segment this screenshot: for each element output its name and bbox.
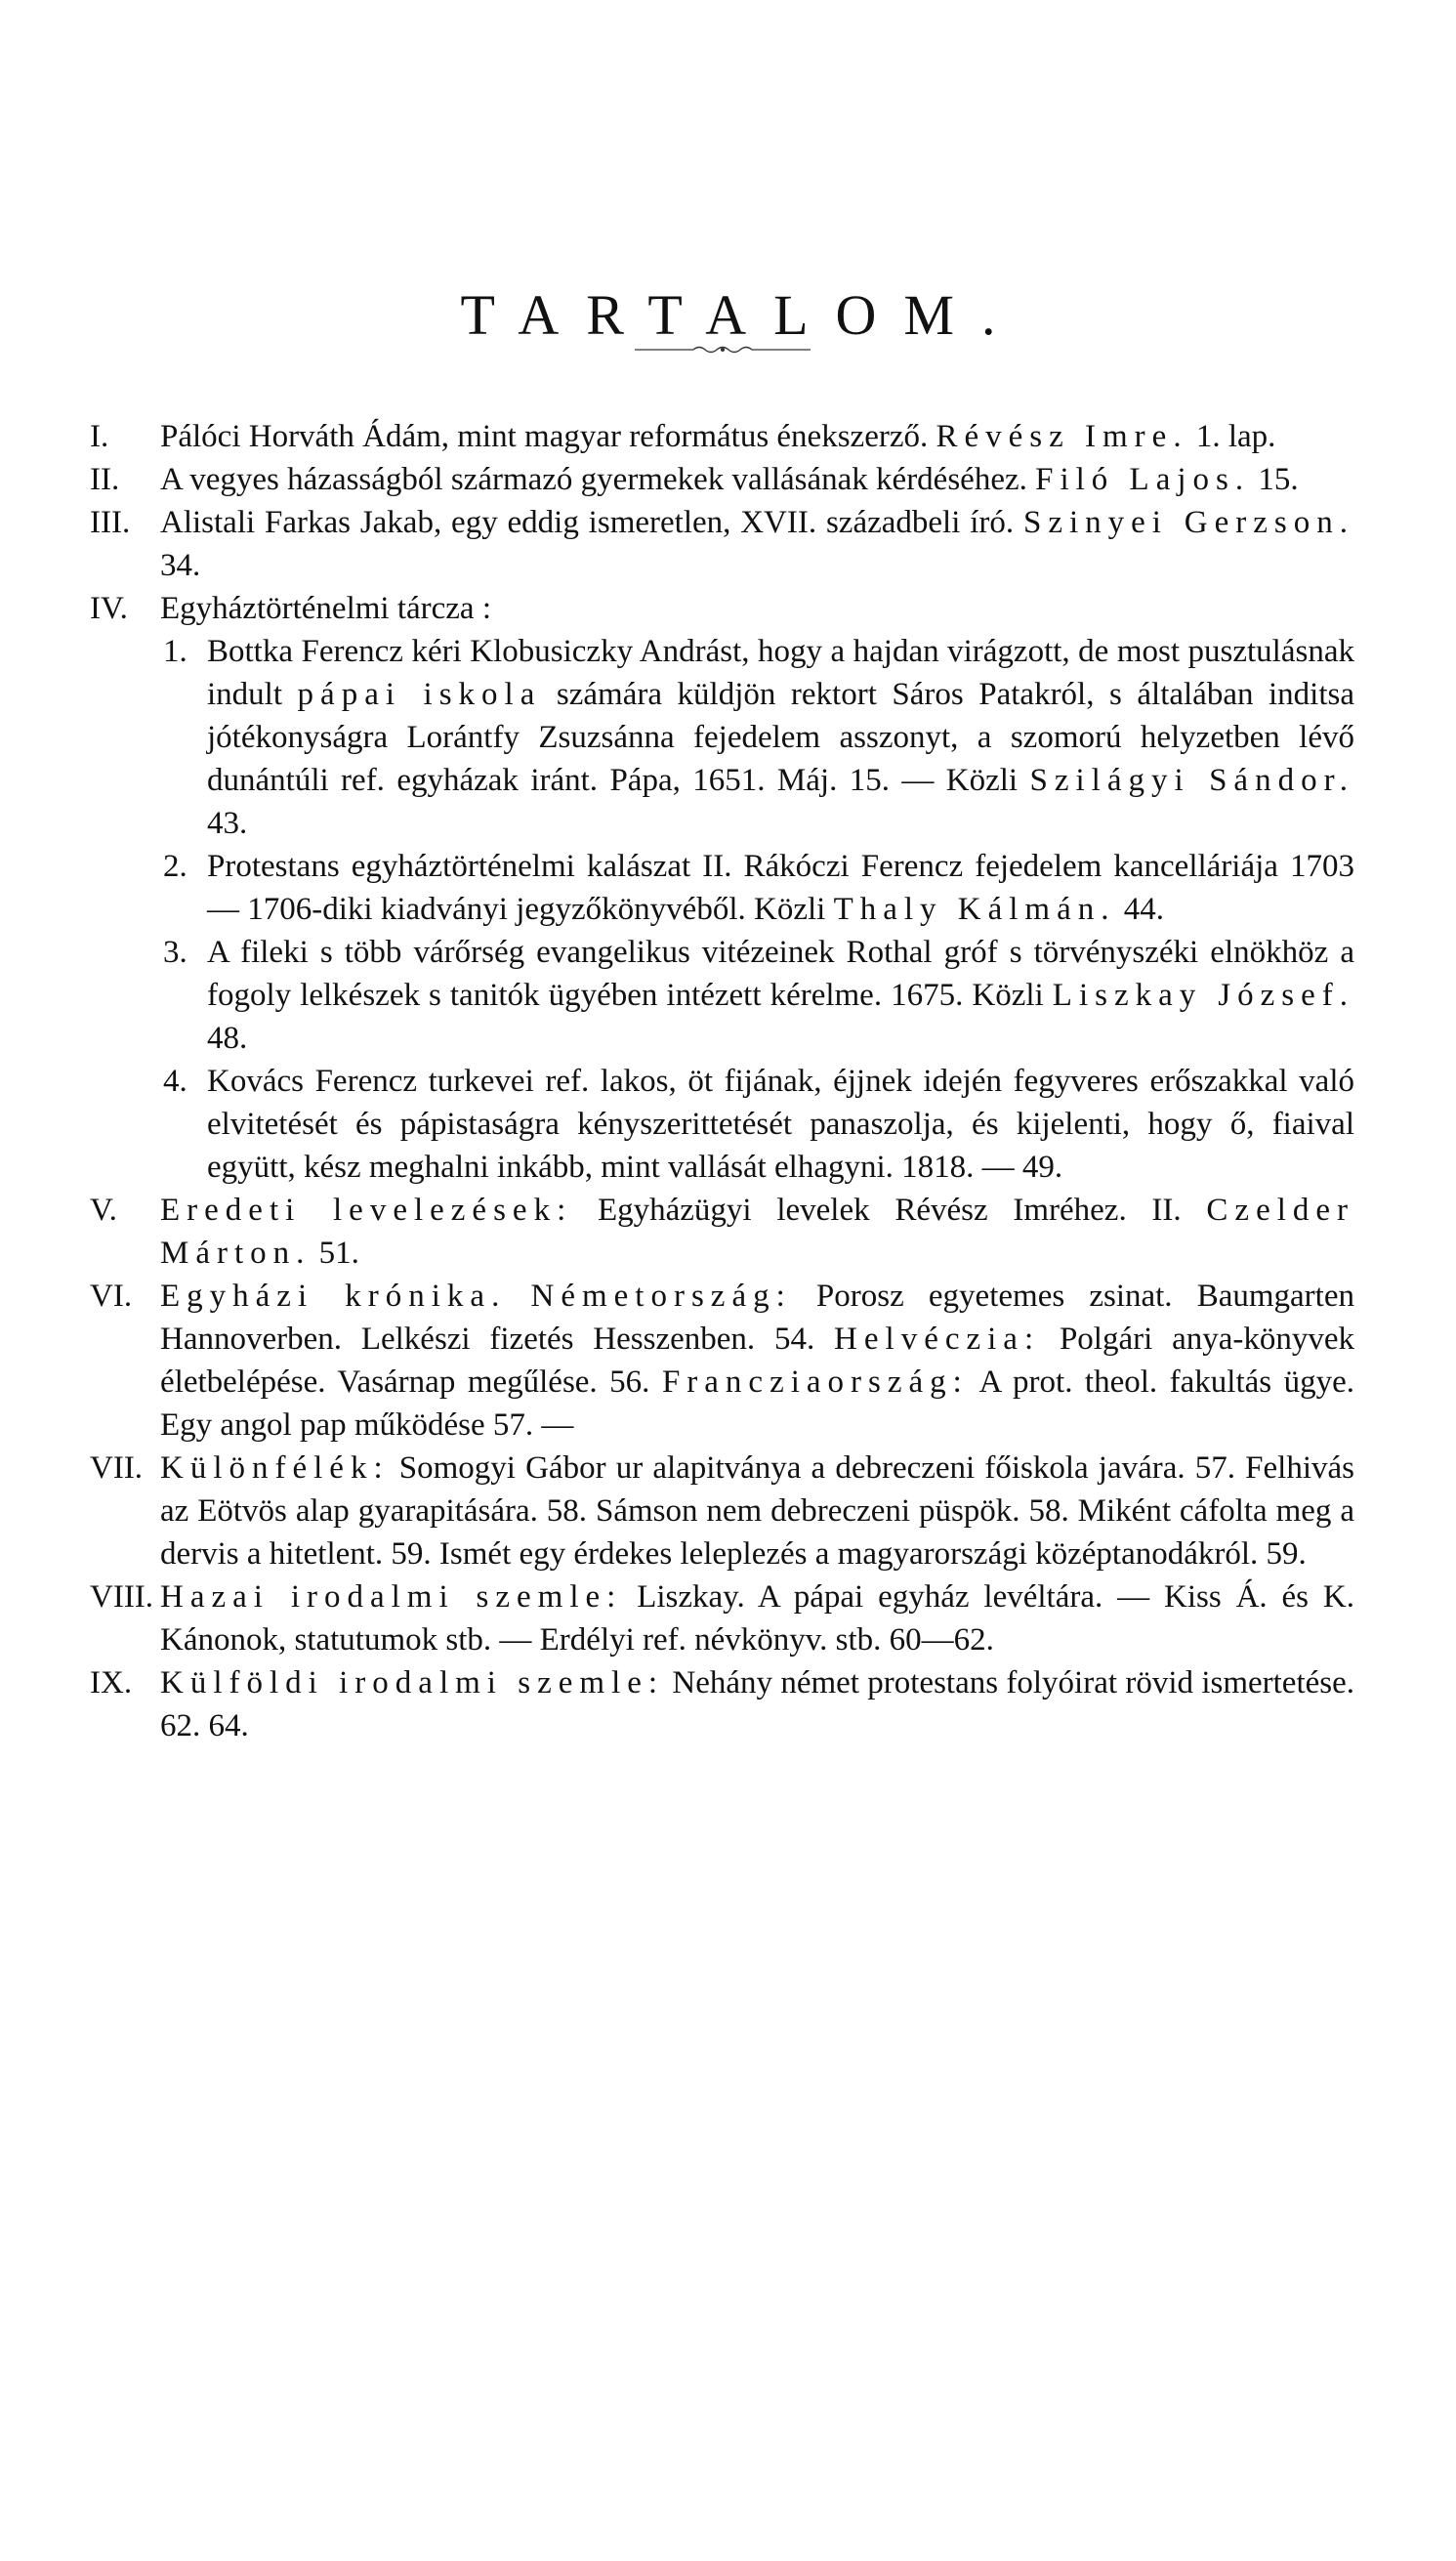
toc-entry-5 (90, 1189, 1354, 1275)
entry-country: Helvéczia: (834, 1322, 1041, 1357)
entry-text: Porosz egyetemes zsinat. Baumgarten Hannoverben. Lelkészi fizetés Hesszenben. 54. (160, 1279, 1354, 1357)
entry-number: III. (90, 505, 131, 540)
entry-text: Liszkay. A pápai egyház levéltára. — Kiss Á. és K. Kánonok, statutumok stb. — Erdélyi ref. névkönyv. stb. 60—62. (160, 1579, 1354, 1658)
toc-entry-7 (90, 1447, 1354, 1575)
subentry-text: Kovács Ferencz turkevei ref. lakos, öt fijának, éjjnek idején fegyveres erőszakkal való elvitetését és pápistaságra kényszerittetését panaszolja, és kijelenti, hogy ő, fiaival együtt, kész meghalni inkább, mint vallását elhagyni. 1818. — 49. (207, 1064, 1354, 1185)
entry-page: 51. (318, 1236, 359, 1271)
entry-number: V. (90, 1193, 117, 1228)
entry-country: Németország: (530, 1279, 792, 1314)
entry-section-title: Különfélék: (160, 1450, 390, 1486)
subentry-page: 44. (1123, 892, 1164, 927)
entry-number: IV. (90, 591, 128, 626)
entry-number: IX. (90, 1665, 133, 1700)
entry-text: Alistali Farkas Jakab, egy eddig ismeretlen, XVII. századbeli író. (160, 505, 1015, 540)
subentry-text: A fileki s több várőrség evangelikus vitézeinek Rothal gróf s törvényszéki elnökhöz a fogoly lelkészek s tanitók ügyében intézett kérelme. 1675. Közli (207, 935, 1354, 1013)
toc-entry-2 (90, 458, 1354, 501)
entry-number: VIII. (90, 1579, 154, 1615)
entry-number: VII. (90, 1450, 144, 1486)
entry-number: VI. (90, 1279, 133, 1314)
toc-entry-8 (90, 1575, 1354, 1661)
subentry-author: Thaly Kálmán. (833, 892, 1116, 927)
toc-entry-4 (90, 587, 1354, 630)
entry-section-title: Eredeti levelezések: (160, 1193, 573, 1228)
toc-subentry-1 (90, 630, 1354, 845)
toc-entry-6 (90, 1275, 1354, 1447)
entry-page: 15. (1258, 462, 1299, 497)
toc-subentry-2 (90, 845, 1354, 931)
toc-entry-1 (90, 415, 1354, 458)
subentry-text: Bottka Ferencz kéri Klobusiczky Andrást, hogy a hajdan virágzott, de most pusztulásnak indult (207, 634, 1354, 712)
entry-section-title: Hazai irodalmi szemle: (160, 1579, 623, 1615)
subentry-text: Protestans egyháztörténelmi kalászat II. Rákóczi Ferencz fejedelem kancelláriája 1703 — 1706-diki kiadványi jegyzőkönyvéből. Közli (207, 849, 1354, 927)
entry-page: 34. (160, 548, 201, 583)
entry-text: Somogyi Gábor ur alapitványa a debreczeni főiskola javára. 57. Felhivás az Eötvös alap gyarapitására. 58. Sámson nem debreczeni püspök. 58. Miként cáfolta meg a dervis a hitetlent. 59. Ismét egy érdekes leleplezés a magyarországi középtanodákról. 59. (160, 1450, 1354, 1572)
subentry-author: Liszkay József. (1052, 978, 1355, 1013)
entry-author: Czelder Márton. (160, 1193, 1355, 1271)
entry-text: Pálóci Horváth Ádám, mint magyar református énekszerző. (160, 419, 929, 454)
subentry-number: 4. (163, 1064, 187, 1099)
entry-text: Nehány német protestans folyóirat rövid ismertetése. 62. 64. (160, 1665, 1354, 1743)
entry-number: II. (90, 462, 120, 497)
entry-author: Filó Lajos. (1035, 462, 1251, 497)
subentry-number: 3. (163, 935, 187, 970)
entry-page: 1. lap. (1195, 419, 1276, 454)
toc-subentry-3 (90, 931, 1354, 1060)
entry-text: A prot. theol. fakultás ügye. Egy angol pap működése 57. — (160, 1364, 1355, 1443)
entry-number: I. (90, 419, 109, 454)
table-of-contents (90, 415, 1354, 1747)
entry-section-title: Külföldi irodalmi szemle: (160, 1665, 665, 1700)
entry-country: Francziaország: (661, 1364, 969, 1400)
toc-entry-3 (90, 501, 1354, 587)
subentry-page: 48. (207, 1021, 248, 1056)
subentry-spaced-text: pápai iskola (297, 677, 542, 712)
subentry-page: 43. (207, 806, 248, 841)
subentry-number: 1. (163, 634, 187, 669)
subentry-text-cont: számára küldjön rektort Sáros Patakról, s általában inditsa jótékonyságra Lorántfy Zsuzsánna fejedelem asszonyt, a szomorú helyzetben lévő dunántúli ref. egyházak iránt. Pápa, 1651. Máj. 15. — Közli (207, 677, 1354, 798)
entry-text: Egyházügyi levelek Révész Imréhez. II. (597, 1193, 1182, 1228)
entry-text: Egyháztörténelmi tárcza : (160, 591, 491, 626)
ornament-divider (625, 344, 820, 356)
entry-author: Szinyei Gerzson. (1022, 505, 1354, 540)
entry-section-title: Egyházi krónika. (160, 1279, 507, 1314)
subentry-author: Szilágyi Sándor. (1029, 763, 1354, 798)
page-title: TARTALOM. (460, 282, 1023, 347)
toc-entry-9 (90, 1661, 1354, 1747)
entry-text: A vegyes házasságból származó gyermekek vallásának kérdéséhez. (160, 462, 1027, 497)
toc-subentry-4 (90, 1060, 1354, 1189)
entry-author: Révész Imre. (936, 419, 1188, 454)
subentry-number: 2. (163, 849, 187, 884)
entry-text: Polgári anya-könyvek életbelépése. Vasárnap megűlése. 56. (160, 1322, 1354, 1400)
